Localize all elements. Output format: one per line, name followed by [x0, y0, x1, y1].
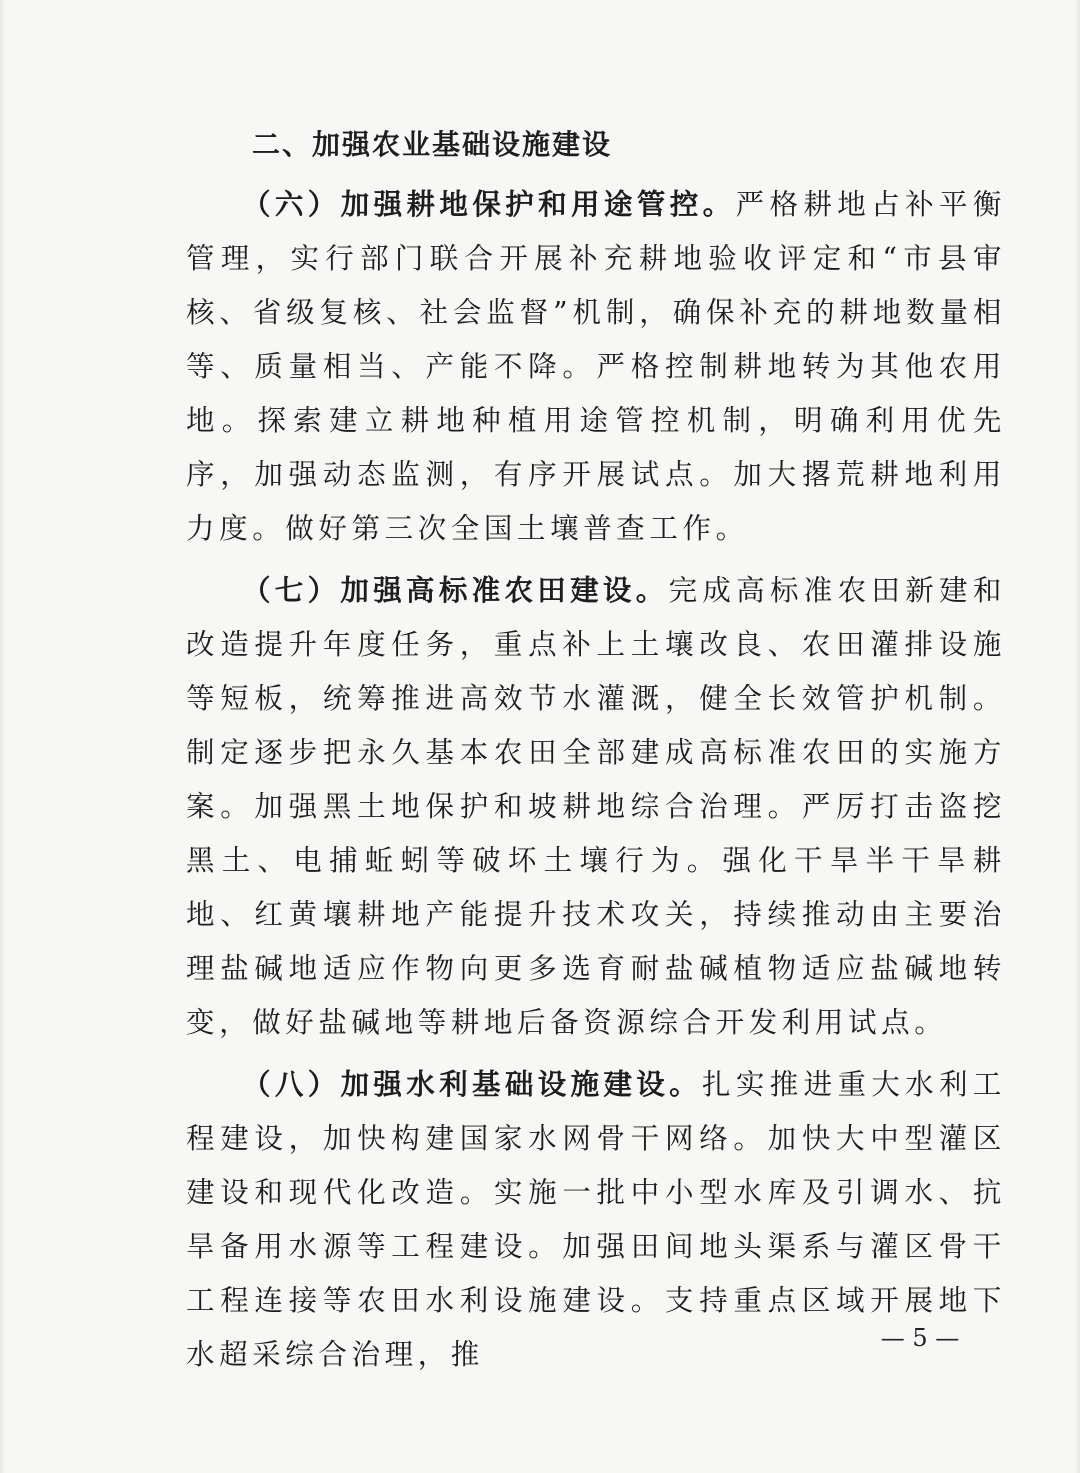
page-number: — 5 — — [880, 1324, 960, 1352]
section-heading: 二、加强农业基础设施建设 — [252, 128, 613, 161]
paragraph-lead: （八）加强水利基础设施建设。 — [242, 1068, 703, 1101]
paragraph-lead: （六）加强耕地保护和用途管控。 — [242, 188, 736, 221]
scan-edge-left — [0, 0, 6, 1473]
paragraph-text: 严格耕地占补平衡管理，实行部门联合开展补充耕地验收评定和“市县审核、省级复核、社会监督”机制，确保补充的耕地数量相等、质量相当、产能不降。严格控制耕地转为其他农用地。探索建立耕地种植用途管控机制，明确利用优先序，加强动态监测，有序开展试点。加大撂荒耕地利用力度。做好第三次全国土壤普查工作。 — [186, 188, 1006, 545]
paragraph-high-standard-farmland — [186, 564, 1006, 1050]
document-body — [186, 122, 1006, 1390]
paragraph-text: 完成高标准农田新建和改造提升年度任务，重点补上土壤改良、农田灌排设施等短板，统筹推进高效节水灌溉，健全长效管护机制。制定逐步把永久基本农田全部建成高标准农田的实施方案。加强黑土地保护和坡耕地综合治理。严厉打击盗挖黑土、电捕蚯蚓等破坏土壤行为。强化干旱半干旱耕地、红黄壤耕地产能提升技术攻关，持续推动由主要治理盐碱地适应作物向更多选育耐盐碱植物适应盐碱地转变，做好盐碱地等耕地后备资源综合开发利用试点。 — [186, 574, 1006, 1039]
paragraph-farmland-protection — [186, 178, 1006, 556]
paragraph-lead: （七）加强高标准农田建设。 — [242, 574, 669, 607]
scan-edge-right — [1074, 0, 1080, 1473]
paragraph-text: 扎实推进重大水利工程建设，加快构建国家水网骨干网络。加快大中型灌区建设和现代化改造。实施一批中小型水库及引调水、抗旱备用水源等工程建设。加强田间地头渠系与灌区骨干工程连接等农田水利设施建设。支持重点区域开展地下水超采综合治理，推 — [186, 1068, 1007, 1371]
